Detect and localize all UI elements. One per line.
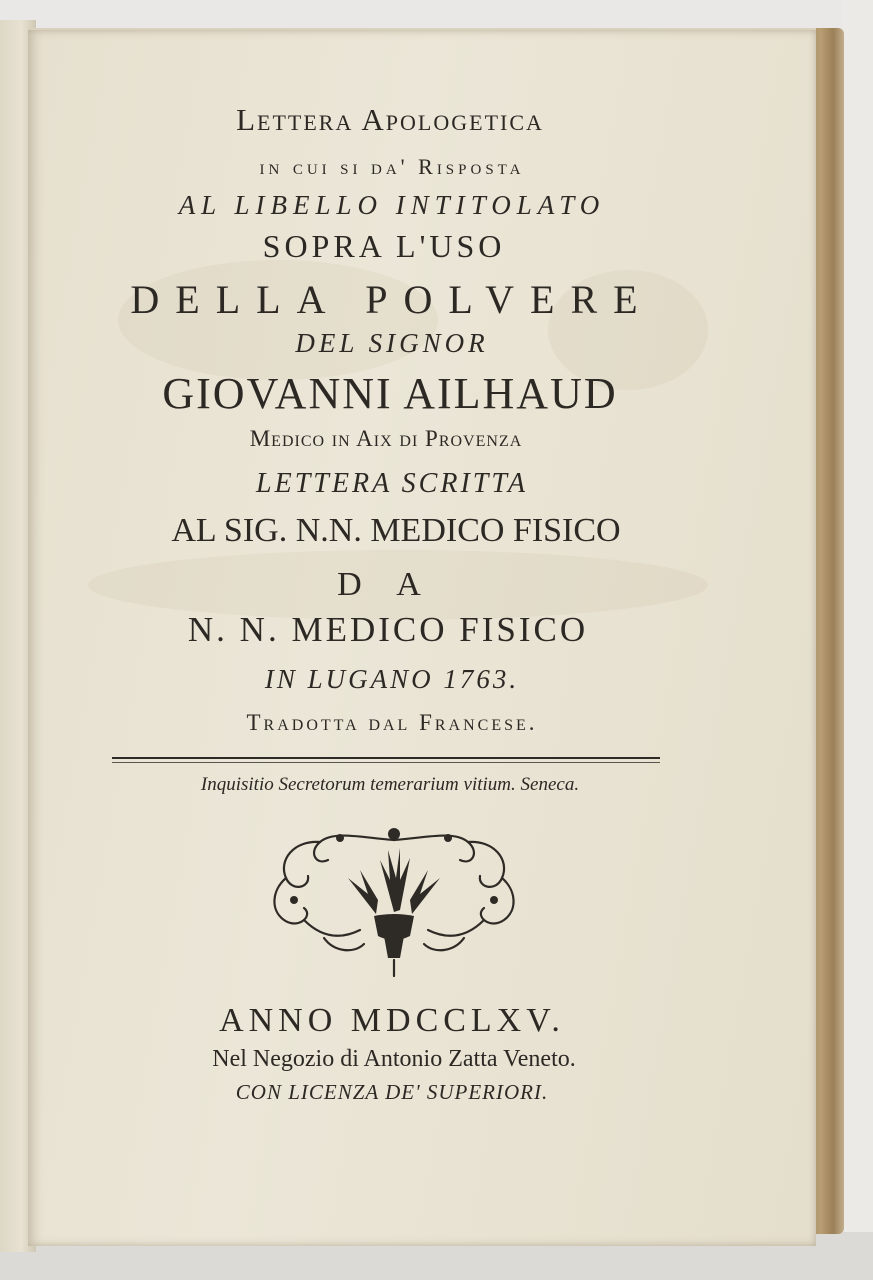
title-line-14: Tradotta dal Francese. <box>246 710 538 735</box>
title-line-10: AL SIG. N.N. MEDICO FISICO <box>171 512 621 549</box>
title-line-7: GIOVANNI AILHAUD <box>162 369 618 418</box>
publisher-line: Nel Negozio di Antonio Zatta Veneto. <box>212 1046 576 1072</box>
epigraph: Inquisitio Secretorum temerarium vitium. Seneca. <box>200 774 580 795</box>
title-line-2: in cui si da' Risposta <box>259 154 525 179</box>
title-line-8: Medico in Aix di Provenza <box>249 426 523 451</box>
horizontal-rule-thin <box>112 762 660 763</box>
title-line-11: D A <box>337 566 435 603</box>
horizontal-rule <box>112 757 660 759</box>
title-line-3: AL LIBELLO INTITOLATO <box>178 190 606 220</box>
background-right <box>842 0 873 1280</box>
title-line-1: Lettera Apologetica <box>236 102 544 137</box>
title-line-5: DELLA POLVERE <box>130 277 654 322</box>
title-line-9: LETTERA SCRITTA <box>256 468 528 499</box>
title-line-6: DEL SIGNOR <box>295 328 489 358</box>
title-line-12: N. N. MEDICO FISICO <box>187 610 589 649</box>
title-line-4: SOPRA L'USO <box>262 228 506 264</box>
title-line-13: IN LUGANO 1763. <box>264 664 520 694</box>
vase-ornament-icon <box>264 820 524 980</box>
license-line: CON LICENZA DE' SUPERIORI. <box>235 1080 549 1104</box>
publication-year: ANNO MDCCLXV. <box>219 1002 565 1039</box>
title-page <box>28 28 816 1246</box>
